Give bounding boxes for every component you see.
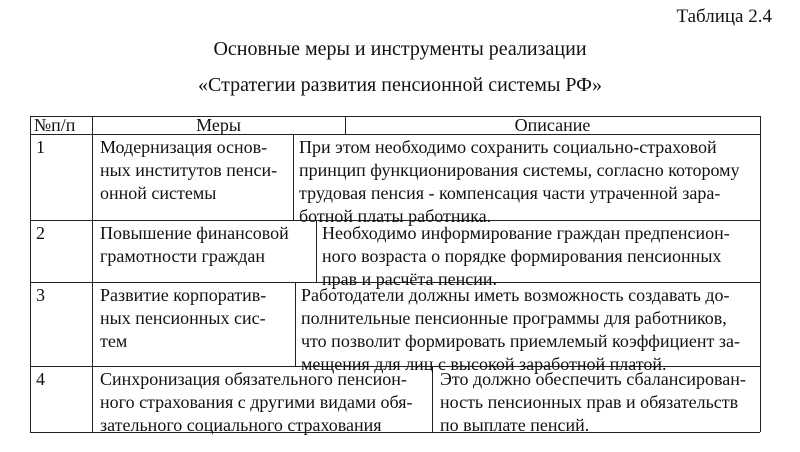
- text-line: ных институтов пенси-: [100, 160, 278, 180]
- text-line: Необходимо информирование граждан предпенсион-: [322, 223, 730, 243]
- text-line: грамотности граждан: [100, 246, 266, 266]
- text-line: принцип функционирования системы, согласно которому: [299, 160, 740, 180]
- table-title-line-1: Основные меры и инструменты реализации: [213, 38, 587, 60]
- table-rule: [30, 116, 31, 432]
- text-line: Это должно обеспечить сбалансирован-: [440, 369, 746, 389]
- text-line: онной системы: [100, 183, 217, 203]
- text-line: что позволит формировать приемлемый коэффициент за-: [301, 331, 740, 351]
- row-1-num: 1: [36, 137, 45, 157]
- text-line: Развитие корпоратив-: [100, 285, 267, 305]
- table-rule: [760, 116, 761, 432]
- text-line: ного страхования с другими видами обя-: [100, 392, 413, 412]
- table-rule: [92, 116, 93, 432]
- row-4-num: 4: [36, 369, 45, 389]
- text-line: Модернизация основ-: [100, 137, 268, 157]
- text-line: Работодатели должны иметь возможность создавать до-: [301, 285, 730, 305]
- table-title-line-2: «Стратегии развития пенсионной системы РФ»: [198, 74, 602, 96]
- row-1-measure: [100, 136, 293, 205]
- header-measures: Меры: [196, 115, 241, 135]
- row-1-description: [299, 136, 759, 228]
- text-line: Повышение финансовой: [100, 223, 289, 243]
- text-line: тем: [100, 331, 128, 351]
- header-description: Описание: [514, 115, 591, 135]
- text-line: При этом необходимо сохранить социально-страховой: [299, 137, 717, 157]
- text-line: прав и расчёта пенсии.: [322, 269, 497, 289]
- text-line: по выплате пенсий.: [440, 415, 590, 435]
- table-rule: [316, 220, 317, 282]
- row-2-description: [322, 222, 759, 291]
- text-line: Синхронизация обязательного пенсион-: [100, 369, 407, 389]
- text-line: ного возраста о порядке формирования пенсионных: [322, 246, 722, 266]
- row-4-measure: [100, 368, 432, 437]
- table-number: Таблица 2.4: [676, 6, 772, 27]
- text-line: ботной платы работника.: [299, 206, 492, 226]
- row-3-description: [301, 284, 760, 376]
- text-line: зательного социального страхования: [100, 415, 382, 435]
- table-rule: [295, 282, 296, 366]
- row-3-measure: [100, 284, 295, 353]
- header-num: №п/п: [34, 115, 76, 135]
- text-line: полнительные пенсионные программы для работников,: [301, 308, 727, 328]
- row-4-description: [440, 368, 760, 437]
- row-2-num: 2: [36, 223, 45, 243]
- text-line: мещения для лиц с высокой заработной платой.: [301, 354, 667, 374]
- row-3-num: 3: [36, 285, 45, 305]
- text-line: ных пенсионных сис-: [100, 308, 266, 328]
- text-line: ность пенсионных прав и обязательств: [440, 392, 739, 412]
- text-line: трудовая пенсия - компенсация части утраченной зара-: [299, 183, 721, 203]
- row-2-measure: [100, 222, 316, 268]
- table-rule: [293, 134, 294, 220]
